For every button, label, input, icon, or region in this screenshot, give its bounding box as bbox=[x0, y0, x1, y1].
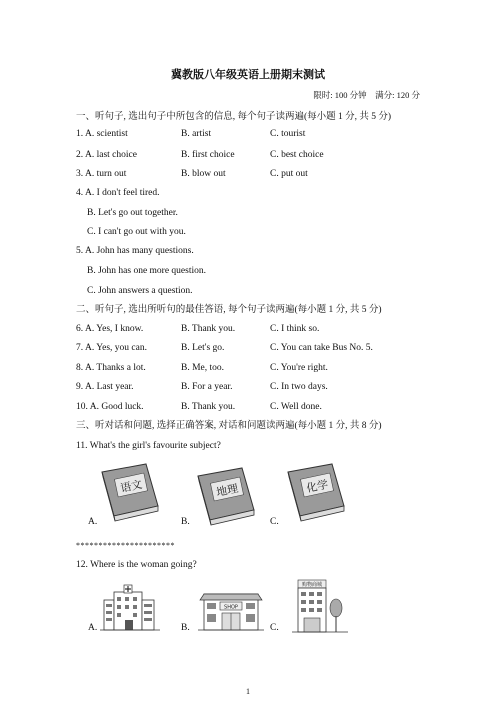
q5-option-a: 5. A. John has many questions. bbox=[76, 246, 194, 256]
book-b-label: 地理 bbox=[215, 481, 240, 500]
q6-option-c: C. I think so. bbox=[270, 324, 320, 334]
section-3-heading: 三、听对话和问题, 选择正确答案, 对话和问题读两遍(每小题 1 分, 共 8 分) bbox=[76, 421, 382, 431]
q7-option-c: C. You can take Bus No. 5. bbox=[270, 343, 373, 353]
q4-option-c: C. I can't go out with you. bbox=[87, 227, 186, 237]
section-1-heading: 一、听句子, 选出句子中所包含的信息, 每个句子读两遍(每小题 1 分, 共 5 分) bbox=[76, 112, 392, 122]
separator-stars: ********************** bbox=[76, 541, 175, 550]
q12-question: 12. Where is the woman going? bbox=[76, 560, 197, 570]
hospital-image bbox=[100, 584, 160, 632]
q8-option-a: 8. A. Thanks a lot. bbox=[76, 363, 146, 373]
section-2-heading: 二、听句子, 选出所听句的最佳答语, 每个句子读两遍(每小题 1 分, 共 5 分) bbox=[76, 305, 382, 315]
time-score-info: 限时: 100 分钟 满分: 120 分 bbox=[313, 90, 420, 100]
q1-option-a: 1. A. scientist bbox=[76, 129, 128, 139]
q8-option-b: B. Me, too. bbox=[181, 363, 225, 373]
q7-option-b: B. Let's go. bbox=[181, 343, 225, 353]
q12-option-b[interactable]: B. bbox=[181, 623, 190, 633]
q2-option-c: C. best choice bbox=[270, 150, 324, 160]
q9-option-b: B. For a year. bbox=[181, 382, 233, 392]
q6-option-a: 6. A. Yes, I know. bbox=[76, 324, 144, 334]
book-a-label: 语文 bbox=[119, 477, 144, 496]
q3-option-b: B. blow out bbox=[181, 169, 226, 179]
q5-option-c: C. John answers a question. bbox=[87, 286, 193, 296]
shopping-mall-image bbox=[292, 576, 348, 634]
q3-option-a: 3. A. turn out bbox=[76, 169, 127, 179]
q2-option-a: 2. A. last choice bbox=[76, 150, 137, 160]
q4-option-a: 4. A. I don't feel tired. bbox=[76, 188, 160, 198]
q3-option-c: C. put out bbox=[270, 169, 308, 179]
page-number: 1 bbox=[246, 687, 250, 696]
book-geography-image bbox=[192, 466, 258, 526]
q4-option-b: B. Let's go out together. bbox=[87, 208, 178, 218]
q9-option-c: C. In two days. bbox=[270, 382, 328, 392]
q6-option-b: B. Thank you. bbox=[181, 324, 236, 334]
q1-option-b: B. artist bbox=[181, 129, 212, 139]
q10-option-b: B. Thank you. bbox=[181, 402, 236, 412]
q11-question: 11. What's the girl's favourite subject? bbox=[76, 441, 221, 451]
book-c-label: 化学 bbox=[305, 477, 330, 496]
shop-sign-text: SHOP bbox=[224, 604, 238, 611]
q11-option-a[interactable]: A. bbox=[88, 517, 98, 527]
q11-option-c[interactable]: C. bbox=[270, 517, 279, 527]
q10-option-a: 10. A. Good luck. bbox=[76, 402, 144, 412]
q10-option-c: C. Well done. bbox=[270, 402, 322, 412]
q9-option-a: 9. A. Last year. bbox=[76, 382, 134, 392]
q5-option-b: B. John has one more question. bbox=[87, 266, 207, 276]
q1-option-c: C. tourist bbox=[270, 129, 306, 139]
q7-option-a: 7. A. Yes, you can. bbox=[76, 343, 147, 353]
page-title: 冀教版八年级英语上册期末测试 bbox=[171, 68, 325, 81]
book-chinese-image bbox=[96, 462, 162, 522]
q2-option-b: B. first choice bbox=[181, 150, 235, 160]
book-chemistry-image bbox=[282, 462, 348, 522]
shop-image bbox=[198, 590, 264, 632]
q8-option-c: C. You're right. bbox=[270, 363, 328, 373]
q11-option-b[interactable]: B. bbox=[181, 517, 190, 527]
mall-sign-text: 购物商城 bbox=[301, 582, 323, 588]
q12-option-c[interactable]: C. bbox=[270, 623, 279, 633]
q12-option-a[interactable]: A. bbox=[88, 623, 98, 633]
